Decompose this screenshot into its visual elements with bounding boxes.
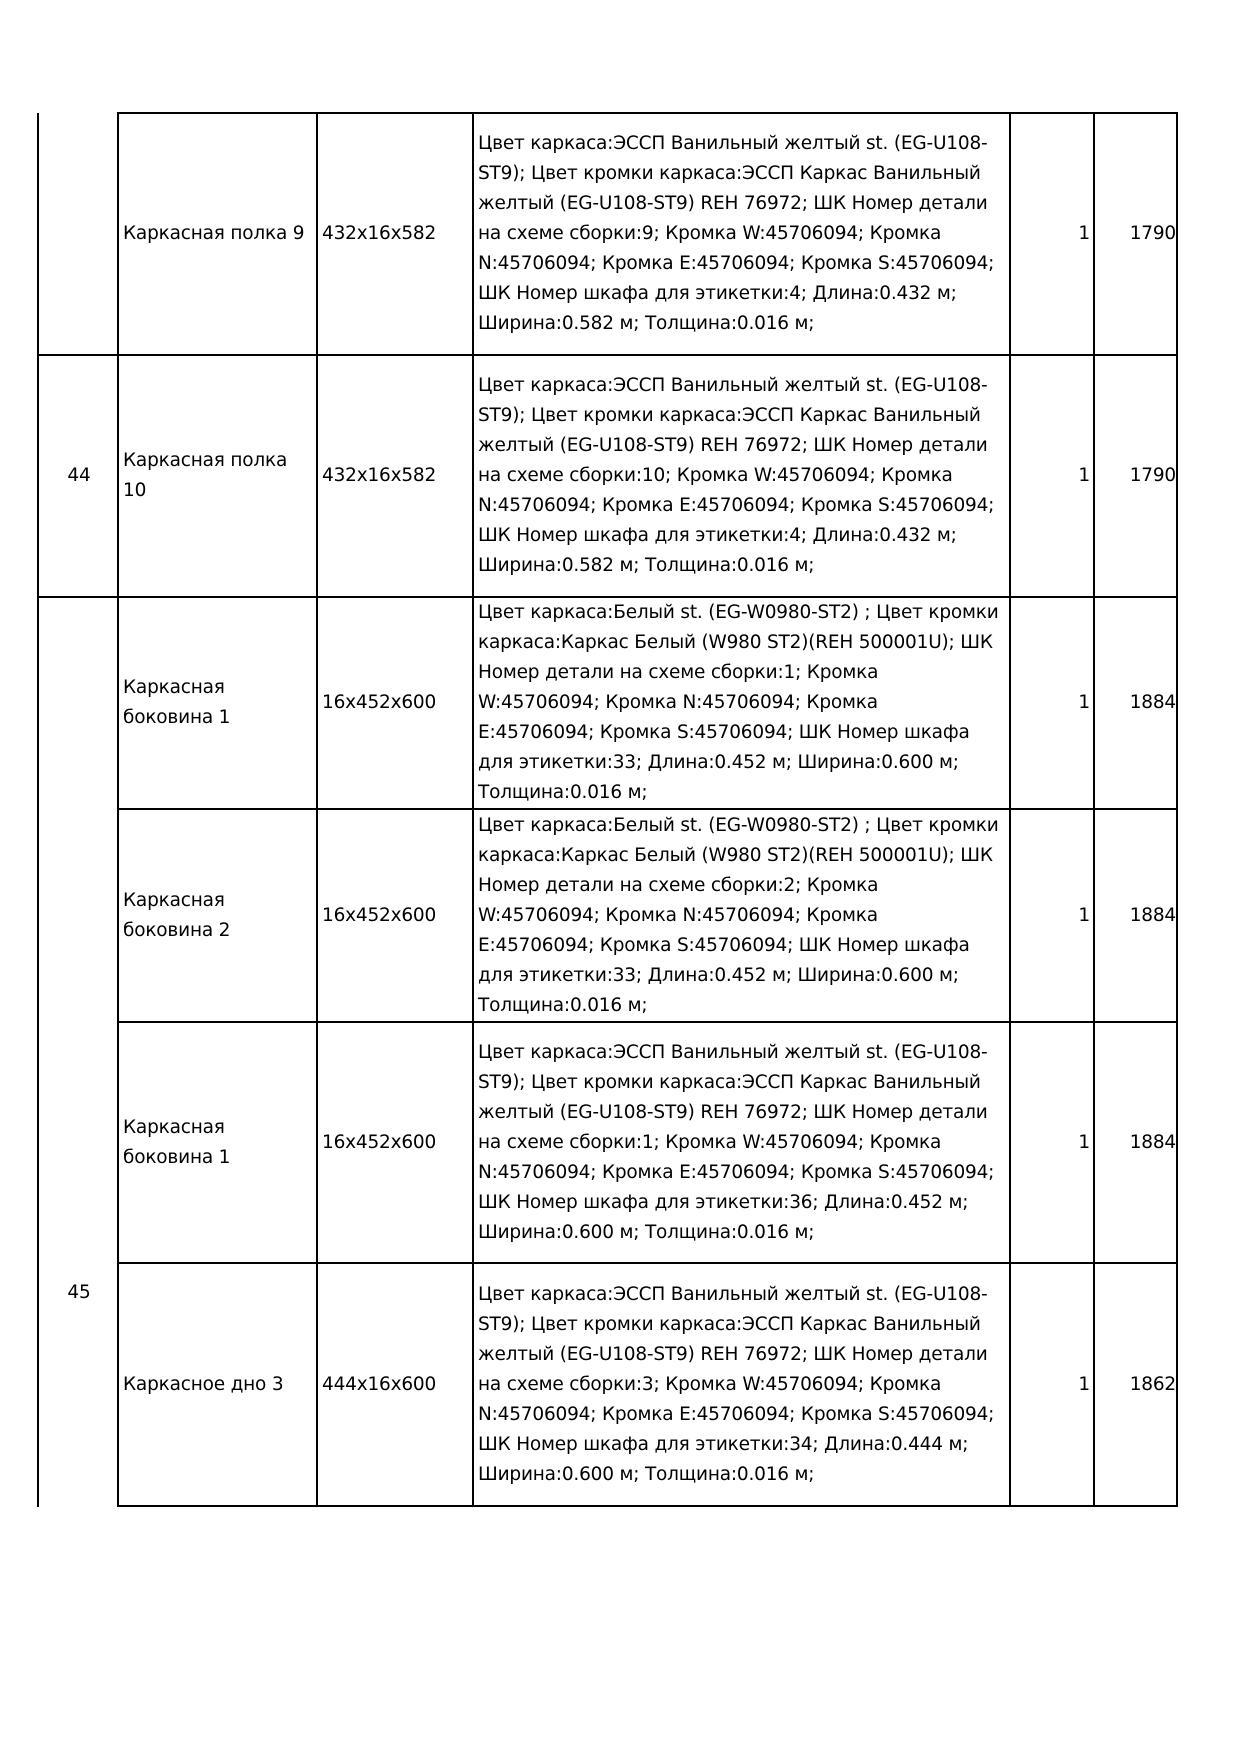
description-line: N:45706094; Кромка E:45706094; Кромка S:45706094; — [478, 1403, 995, 1425]
price-value: 1884 — [1129, 692, 1176, 713]
description-line: ШК Номер шкафа для этикетки:4; Длина:0.432 м; — [478, 525, 957, 546]
table-row-dimensions — [322, 597, 472, 809]
description-line: Цвет каркаса:ЭССП Ванильный желтый st. (EG-U108- — [478, 1283, 988, 1305]
table-row-price — [1096, 597, 1176, 809]
table-row-price — [1096, 809, 1176, 1022]
description-line: Ширина:0.582 м; Толщина:0.016 м; — [478, 555, 815, 576]
price-value: 1884 — [1129, 904, 1176, 926]
description-line: E:45706094; Кромка S:45706094; ШК Номер шкафа — [478, 934, 970, 956]
column-divider-name — [316, 113, 318, 1507]
price-value: 1790 — [1129, 223, 1176, 244]
description-line: на схеме сборки:3; Кромка W:45706094; Кромка — [478, 1373, 942, 1395]
table-row-description — [478, 809, 1010, 1022]
description-line: желтый (EG-U108-ST9) REH 76972; ШК Номер детали — [478, 435, 988, 456]
description-line: Ширина:0.600 м; Толщина:0.016 м; — [478, 1463, 815, 1485]
table-row-dimensions — [322, 113, 472, 355]
description-line: желтый (EG-U108-ST9) REH 76972; ШК Номер детали — [478, 1101, 988, 1123]
description-line: ШК Номер шкафа для этикетки:36; Длина:0.452 м; — [478, 1191, 969, 1213]
part-name: Каркасная полка 9 — [123, 223, 305, 244]
table-row-name — [123, 355, 315, 597]
description-line: ST9); Цвет кромки каркаса:ЭССП Каркас Ванильный — [478, 405, 981, 426]
part-dimensions: 16x452x600 — [322, 692, 437, 713]
table-row-dimensions — [322, 355, 472, 597]
description-line: Номер детали на схеме сборки:1; Кромка — [478, 662, 879, 683]
part-name: Каркасная — [123, 1116, 225, 1138]
description-line: N:45706094; Кромка E:45706094; Кромка S:45706094; — [478, 1161, 995, 1183]
part-name: 10 — [123, 480, 147, 501]
table-row-dimensions — [322, 1263, 472, 1506]
description-line: Цвет каркаса:Белый st. (EG-W0980-ST2) ; Цвет кромки — [478, 814, 999, 836]
table-row-description — [478, 355, 1010, 597]
description-line: W:45706094; Кромка N:45706094; Кромка — [478, 692, 878, 713]
column-divider-quantity — [1093, 113, 1095, 1507]
part-name: боковина 1 — [123, 707, 231, 728]
description-line: E:45706094; Кромка S:45706094; ШК Номер шкафа — [478, 722, 970, 743]
quantity-value: 1 — [1078, 904, 1090, 926]
group-number: 44 — [67, 465, 91, 486]
table-row-quantity — [1012, 1022, 1090, 1263]
table-row-name — [123, 597, 315, 809]
description-line: ШК Номер шкафа для этикетки:4; Длина:0.432 м; — [478, 283, 957, 304]
table-row-quantity — [1012, 809, 1090, 1022]
description-line: N:45706094; Кромка E:45706094; Кромка S:45706094; — [478, 495, 995, 516]
table-row-price — [1096, 1263, 1176, 1506]
part-name: Каркасная — [123, 677, 225, 698]
table-row-quantity — [1012, 113, 1090, 355]
quantity-value: 1 — [1078, 1373, 1090, 1395]
part-name: боковина 1 — [123, 1146, 231, 1168]
group-number-cell — [40, 355, 118, 597]
description-line: ST9); Цвет кромки каркаса:ЭССП Каркас Ванильный — [478, 163, 981, 184]
description-line: ШК Номер шкафа для этикетки:34; Длина:0.444 м; — [478, 1433, 969, 1455]
description-line: желтый (EG-U108-ST9) REH 76972; ШК Номер детали — [478, 1343, 988, 1365]
table-row-name — [123, 113, 315, 355]
part-dimensions: 16x452x600 — [322, 1131, 437, 1153]
part-dimensions: 432x16x582 — [322, 465, 437, 486]
table-row-price — [1096, 1022, 1176, 1263]
description-line: Цвет каркаса:ЭССП Ванильный желтый st. (EG-U108- — [478, 375, 988, 396]
part-dimensions: 432x16x582 — [322, 223, 437, 244]
description-line: для этикетки:33; Длина:0.452 м; Ширина:0.600 м; — [478, 964, 959, 986]
table-row-description — [478, 1263, 1010, 1506]
table-left-border — [37, 113, 39, 1507]
description-line: N:45706094; Кромка E:45706094; Кромка S:45706094; — [478, 253, 995, 274]
description-line: W:45706094; Кромка N:45706094; Кромка — [478, 904, 878, 926]
price-value: 1884 — [1129, 1131, 1176, 1153]
table-row-quantity — [1012, 355, 1090, 597]
description-line: каркаса:Каркас Белый (W980 ST2)(REH 500001U); ШК — [478, 844, 993, 866]
group-number: 45 — [67, 1282, 91, 1303]
column-divider-dimensions — [472, 113, 474, 1507]
table-row-dimensions — [322, 809, 472, 1022]
description-line: желтый (EG-U108-ST9) REH 76972; ШК Номер детали — [478, 193, 988, 214]
price-value: 1862 — [1129, 1373, 1176, 1395]
part-name: Каркасное дно 3 — [123, 1373, 284, 1395]
quantity-value: 1 — [1078, 692, 1090, 713]
table-row-description — [478, 1022, 1010, 1263]
table-row-description — [478, 597, 1010, 809]
table-row-price — [1096, 113, 1176, 355]
table-row-name — [123, 809, 315, 1022]
description-line: для этикетки:33; Длина:0.452 м; Ширина:0.600 м; — [478, 752, 959, 773]
table-row-quantity — [1012, 1263, 1090, 1506]
table-row-price — [1096, 355, 1176, 597]
table-row-quantity — [1012, 597, 1090, 809]
description-line: на схеме сборки:1; Кромка W:45706094; Кромка — [478, 1131, 942, 1153]
description-line: Ширина:0.582 м; Толщина:0.016 м; — [478, 313, 815, 334]
table-right-border — [1176, 113, 1178, 1507]
part-dimensions: 16x452x600 — [322, 904, 437, 926]
table-row-name — [123, 1263, 315, 1506]
part-name: боковина 2 — [123, 919, 231, 941]
description-line: Номер детали на схеме сборки:2; Кромка — [478, 874, 879, 896]
description-line: Толщина:0.016 м; — [478, 782, 648, 803]
part-dimensions: 444x16x600 — [322, 1373, 437, 1395]
quantity-value: 1 — [1078, 465, 1090, 486]
price-value: 1790 — [1129, 465, 1176, 486]
description-line: Ширина:0.600 м; Толщина:0.016 м; — [478, 1221, 815, 1243]
description-line: ST9); Цвет кромки каркаса:ЭССП Каркас Ванильный — [478, 1071, 981, 1093]
table-row-description — [478, 113, 1010, 355]
part-name: Каркасная полка — [123, 450, 288, 471]
description-line: на схеме сборки:10; Кромка W:45706094; Кромка — [478, 465, 953, 486]
description-line: Цвет каркаса:Белый st. (EG-W0980-ST2) ; Цвет кромки — [478, 602, 999, 623]
description-line: на схеме сборки:9; Кромка W:45706094; Кромка — [478, 223, 942, 244]
description-line: каркаса:Каркас Белый (W980 ST2)(REH 500001U); ШК — [478, 632, 993, 653]
description-line: Толщина:0.016 м; — [478, 994, 648, 1016]
quantity-value: 1 — [1078, 223, 1090, 244]
table-row-name — [123, 1022, 315, 1263]
group-number-cell — [40, 1278, 118, 1308]
description-line: Цвет каркаса:ЭССП Ванильный желтый st. (EG-U108- — [478, 133, 988, 154]
quantity-value: 1 — [1078, 1131, 1090, 1153]
description-line: ST9); Цвет кромки каркаса:ЭССП Каркас Ванильный — [478, 1313, 981, 1335]
table-row-dimensions — [322, 1022, 472, 1263]
part-name: Каркасная — [123, 889, 225, 911]
description-line: Цвет каркаса:ЭССП Ванильный желтый st. (EG-U108- — [478, 1041, 988, 1063]
